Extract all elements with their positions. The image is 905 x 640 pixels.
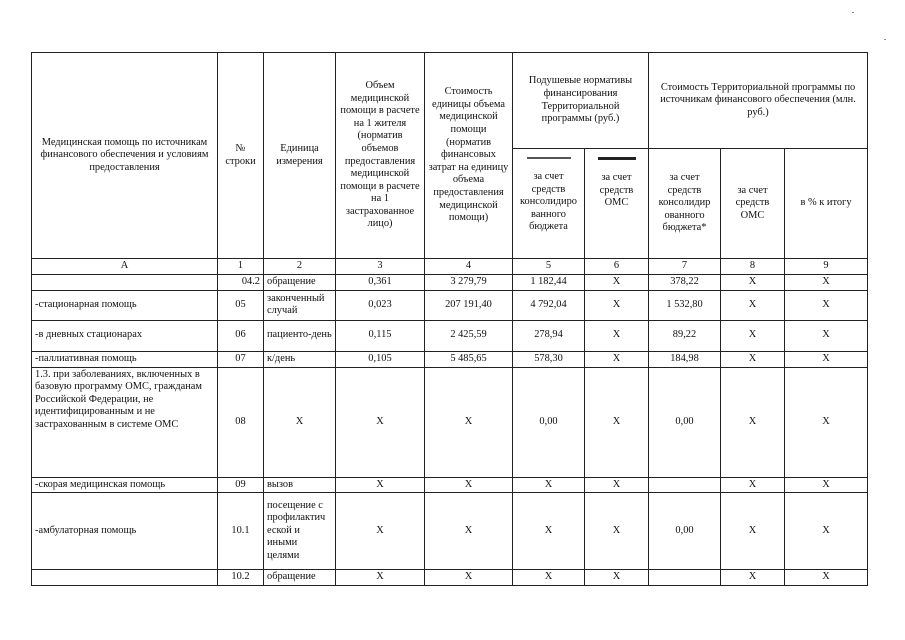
- cell-volume: X: [336, 493, 425, 570]
- cell-unit-cost: X: [425, 367, 513, 477]
- cell-oms-per-capita: X: [585, 493, 649, 570]
- colnum-7: 7: [649, 259, 721, 275]
- header-col-5: [513, 149, 585, 259]
- scan-speck: [852, 12, 854, 13]
- cell-oms-per-capita: X: [585, 274, 649, 290]
- table-row: [32, 367, 868, 477]
- cell-unit-cost: X: [425, 570, 513, 586]
- colnum-3: 3: [336, 259, 425, 275]
- header-col-4: Стоимость единицы объема медицинской помощи (норматив финансовых затрат на единицу объема предоставления медицинской помощи): [425, 53, 513, 259]
- cell-percent: X: [785, 351, 868, 367]
- row-label: -амбулаторная помощь: [32, 493, 218, 570]
- cell-budget-cost: 0,00: [649, 493, 721, 570]
- table-row: [32, 290, 868, 320]
- row-unit: к/день: [264, 351, 336, 367]
- table-row: [32, 320, 868, 351]
- cell-percent: X: [785, 274, 868, 290]
- cell-budget-cost: 1 532,80: [649, 290, 721, 320]
- row-number: 08: [218, 367, 264, 477]
- row-number: 10.2: [218, 570, 264, 586]
- cell-budget-per-capita: 578,30: [513, 351, 585, 367]
- cell-unit-cost: 5 485,65: [425, 351, 513, 367]
- table-row: [32, 351, 868, 367]
- cell-budget-cost: 184,98: [649, 351, 721, 367]
- header-col-2: Единица измерения: [264, 53, 336, 259]
- cell-budget-cost: 0,00: [649, 367, 721, 477]
- cell-oms-cost: X: [721, 570, 785, 586]
- header-col-7: за счет средств консолидир ованного бюджета*: [649, 149, 721, 259]
- row-unit: обращение: [264, 274, 336, 290]
- cell-budget-per-capita: X: [513, 477, 585, 493]
- cell-oms-per-capita: X: [585, 351, 649, 367]
- overline-mark: [527, 157, 571, 159]
- header-col-1: № строки: [218, 53, 264, 259]
- cell-volume: X: [336, 477, 425, 493]
- header-col-6-label: за счет средств ОМС: [599, 172, 634, 209]
- cell-percent: X: [785, 493, 868, 570]
- cell-volume: X: [336, 570, 425, 586]
- cell-percent: X: [785, 570, 868, 586]
- cell-volume: 0,361: [336, 274, 425, 290]
- cell-unit-cost: X: [425, 477, 513, 493]
- overline-mark: [598, 157, 636, 160]
- row-unit: посещение с профилактич еской и иными целями: [264, 493, 336, 570]
- cell-budget-per-capita: X: [513, 493, 585, 570]
- row-number: 09: [218, 477, 264, 493]
- colnum-2: 2: [264, 259, 336, 275]
- colnum-1: 1: [218, 259, 264, 275]
- cell-budget-per-capita: 4 792,04: [513, 290, 585, 320]
- cell-oms-cost: X: [721, 351, 785, 367]
- column-numbers-row: [32, 259, 868, 275]
- colnum-6: 6: [585, 259, 649, 275]
- colnum-9: 9: [785, 259, 868, 275]
- cell-budget-cost: 89,22: [649, 320, 721, 351]
- cell-budget-cost: 378,22: [649, 274, 721, 290]
- cell-oms-cost: X: [721, 367, 785, 477]
- financing-table: [31, 52, 868, 586]
- row-number: 07: [218, 351, 264, 367]
- cell-oms-cost: X: [721, 493, 785, 570]
- row-label: [32, 274, 218, 290]
- header-col-a: Медицинская помощь по источникам финансового обеспечения и условиям предоставления: [32, 53, 218, 259]
- row-number: 06: [218, 320, 264, 351]
- cell-unit-cost: 3 279,79: [425, 274, 513, 290]
- table-row: [32, 477, 868, 493]
- cell-budget-cost: [649, 570, 721, 586]
- row-unit: вызов: [264, 477, 336, 493]
- cell-budget-per-capita: 1 182,44: [513, 274, 585, 290]
- table-row: [32, 274, 868, 290]
- cell-oms-per-capita: X: [585, 367, 649, 477]
- header-col-9: в % к итогу: [785, 149, 868, 259]
- header-group-per-capita: Подушевые нормативы финансирования Территориальной программы (руб.): [513, 53, 649, 149]
- header-col-5-label: за счет средств консолидиро ванного бюджета: [520, 171, 577, 233]
- cell-unit-cost: X: [425, 493, 513, 570]
- header-col-8: за счет средств ОМС: [721, 149, 785, 259]
- row-number: 04.2: [218, 274, 264, 290]
- cell-volume: X: [336, 367, 425, 477]
- cell-oms-per-capita: X: [585, 320, 649, 351]
- row-label: 1.3. при заболеваниях, включенных в базовую программу ОМС, гражданам Российской Федерации, не идентифицированным и не застрахованным в системе ОМС: [32, 367, 218, 477]
- cell-oms-cost: X: [721, 320, 785, 351]
- colnum-a: А: [32, 259, 218, 275]
- cell-percent: X: [785, 477, 868, 493]
- cell-budget-per-capita: X: [513, 570, 585, 586]
- cell-oms-cost: X: [721, 274, 785, 290]
- row-unit: X: [264, 367, 336, 477]
- header-row-1: [32, 53, 868, 149]
- cell-budget-per-capita: 0,00: [513, 367, 585, 477]
- cell-oms-per-capita: X: [585, 477, 649, 493]
- cell-unit-cost: 207 191,40: [425, 290, 513, 320]
- cell-unit-cost: 2 425,59: [425, 320, 513, 351]
- header-col-6: [585, 149, 649, 259]
- cell-budget-per-capita: 278,94: [513, 320, 585, 351]
- scan-speck: [884, 39, 886, 40]
- row-unit: пациенто-день: [264, 320, 336, 351]
- header-col-3: Объем медицинской помощи в расчете на 1 жителя (норматив объемов предоставления медицинской помощи в расчете на 1 застрахованное лицо): [336, 53, 425, 259]
- cell-budget-cost: [649, 477, 721, 493]
- cell-volume: 0,105: [336, 351, 425, 367]
- row-label: -паллиативная помощь: [32, 351, 218, 367]
- cell-oms-cost: X: [721, 477, 785, 493]
- row-number: 10.1: [218, 493, 264, 570]
- cell-percent: X: [785, 320, 868, 351]
- row-label: [32, 570, 218, 586]
- cell-percent: X: [785, 367, 868, 477]
- cell-oms-cost: X: [721, 290, 785, 320]
- row-unit: законченный случай: [264, 290, 336, 320]
- table-row: [32, 570, 868, 586]
- colnum-5: 5: [513, 259, 585, 275]
- row-label: -скорая медицинская помощь: [32, 477, 218, 493]
- colnum-4: 4: [425, 259, 513, 275]
- row-unit: обращение: [264, 570, 336, 586]
- row-label: -стационарная помощь: [32, 290, 218, 320]
- cell-percent: X: [785, 290, 868, 320]
- table-row: [32, 493, 868, 570]
- row-label: -в дневных стационарах: [32, 320, 218, 351]
- colnum-8: 8: [721, 259, 785, 275]
- cell-oms-per-capita: X: [585, 570, 649, 586]
- row-number: 05: [218, 290, 264, 320]
- header-group-cost: Стоимость Территориальной программы по источникам финансового обеспечения (млн. руб.): [649, 53, 868, 149]
- cell-oms-per-capita: X: [585, 290, 649, 320]
- cell-volume: 0,115: [336, 320, 425, 351]
- cell-volume: 0,023: [336, 290, 425, 320]
